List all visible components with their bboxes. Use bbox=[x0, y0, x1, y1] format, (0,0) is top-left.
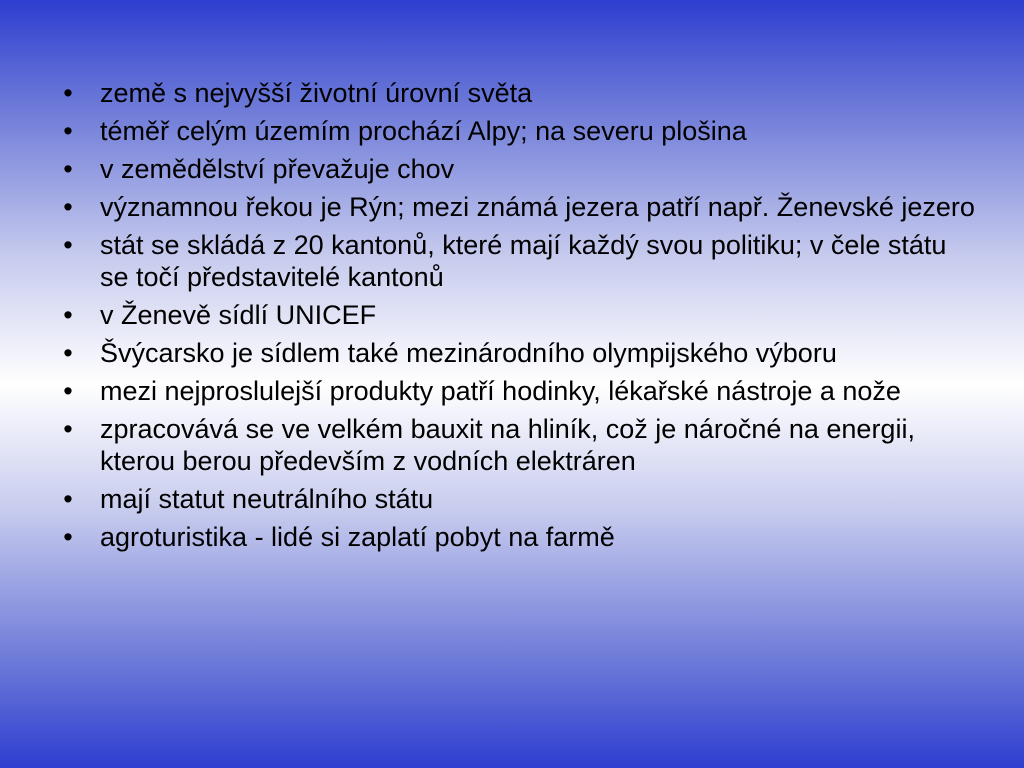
list-item bbox=[58, 192, 978, 224]
bullet-text: téměř celým územím prochází Alpy; na severu plošina bbox=[100, 116, 747, 147]
list-item bbox=[58, 116, 978, 148]
bullet-text: mezi nejproslulejší produkty patří hodinky, lékařské nástroje a nože bbox=[100, 376, 901, 407]
bullet-icon: • bbox=[63, 483, 73, 514]
bullet-list bbox=[58, 78, 978, 560]
list-item bbox=[58, 230, 978, 293]
bullet-icon: • bbox=[63, 521, 73, 552]
bullet-icon: • bbox=[63, 414, 73, 445]
bullet-icon: • bbox=[63, 376, 73, 407]
list-item bbox=[58, 300, 978, 332]
list-item bbox=[58, 376, 978, 408]
bullet-icon: • bbox=[63, 154, 73, 185]
bullet-text: stát se skládá z 20 kantonů, které mají každý svou politiku; v čele státu se točí představitelé kantonů bbox=[100, 230, 947, 292]
list-item bbox=[58, 522, 978, 554]
bullet-icon: • bbox=[63, 78, 73, 108]
list-item bbox=[58, 154, 978, 186]
bullet-icon: • bbox=[63, 192, 73, 223]
bullet-text: Švýcarsko je sídlem také mezinárodního olympijského výboru bbox=[100, 338, 837, 369]
list-item bbox=[58, 338, 978, 370]
bullet-icon: • bbox=[63, 299, 73, 330]
bullet-text: v Ženevě sídlí UNICEF bbox=[100, 299, 377, 330]
bullet-text: mají statut neutrálního státu bbox=[100, 483, 434, 514]
list-item bbox=[58, 414, 978, 477]
bullet-text: významnou řekou je Rýn; mezi známá jezera patří např. Ženevské jezero bbox=[100, 192, 975, 223]
bullet-text: země s nejvyšší životní úrovní světa bbox=[100, 78, 533, 108]
bullet-icon: • bbox=[63, 338, 73, 369]
list-item bbox=[58, 78, 978, 110]
bullet-icon: • bbox=[63, 230, 73, 261]
list-item bbox=[58, 484, 978, 516]
bullet-text: v zemědělství převažuje chov bbox=[100, 154, 455, 185]
bullet-text: agroturistika - lidé si zaplatí pobyt na farmě bbox=[100, 521, 615, 552]
bullet-text: zpracovává se ve velkém bauxit na hliník, což je náročné na energii, kterou berou především z vodních elektráren bbox=[100, 414, 915, 476]
bullet-icon: • bbox=[63, 116, 73, 147]
